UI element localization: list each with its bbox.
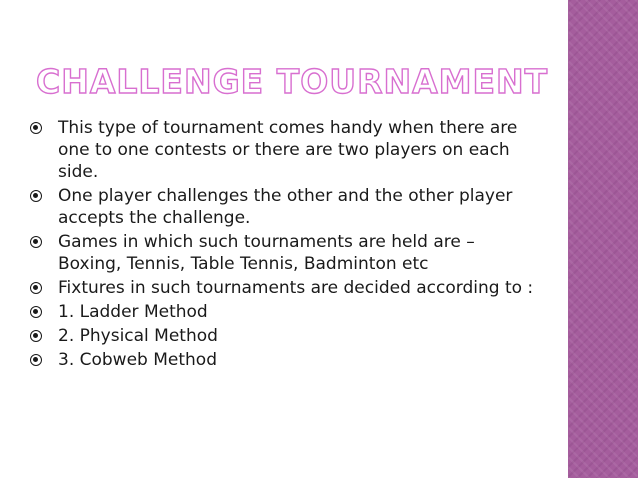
- circled-dot-bullet-icon: [30, 236, 42, 248]
- list-item: [30, 185, 540, 229]
- circled-dot-bullet-icon: [30, 190, 42, 202]
- list-item: [30, 277, 540, 299]
- circled-dot-bullet-icon: [30, 306, 42, 318]
- bullet-text: 2. Physical Method: [58, 326, 218, 346]
- list-item: [30, 301, 540, 323]
- circled-dot-bullet-icon: [30, 282, 42, 294]
- bullet-text: One player challenges the other and the other player accepts the challenge.: [58, 186, 513, 228]
- bullet-text: Games in which such tournaments are held are – Boxing, Tennis, Table Tennis, Badminton etc: [58, 232, 475, 274]
- list-item: [30, 117, 540, 183]
- bullet-text: Fixtures in such tournaments are decided according to :: [58, 278, 534, 298]
- list-item: [30, 231, 540, 275]
- slide-title: CHALLENGE TOURNAMENT: [36, 62, 549, 101]
- decorative-side-band: [568, 0, 638, 478]
- list-item: [30, 325, 540, 347]
- bullet-list: [30, 117, 540, 373]
- bullet-text: This type of tournament comes handy when there are one to one contests or there are two players on each side.: [58, 118, 518, 182]
- circled-dot-bullet-icon: [30, 354, 42, 366]
- bullet-text: 1. Ladder Method: [58, 302, 208, 322]
- circled-dot-bullet-icon: [30, 330, 42, 342]
- circled-dot-bullet-icon: [30, 122, 42, 134]
- bullet-text: 3. Cobweb Method: [58, 350, 218, 370]
- list-item: [30, 349, 540, 371]
